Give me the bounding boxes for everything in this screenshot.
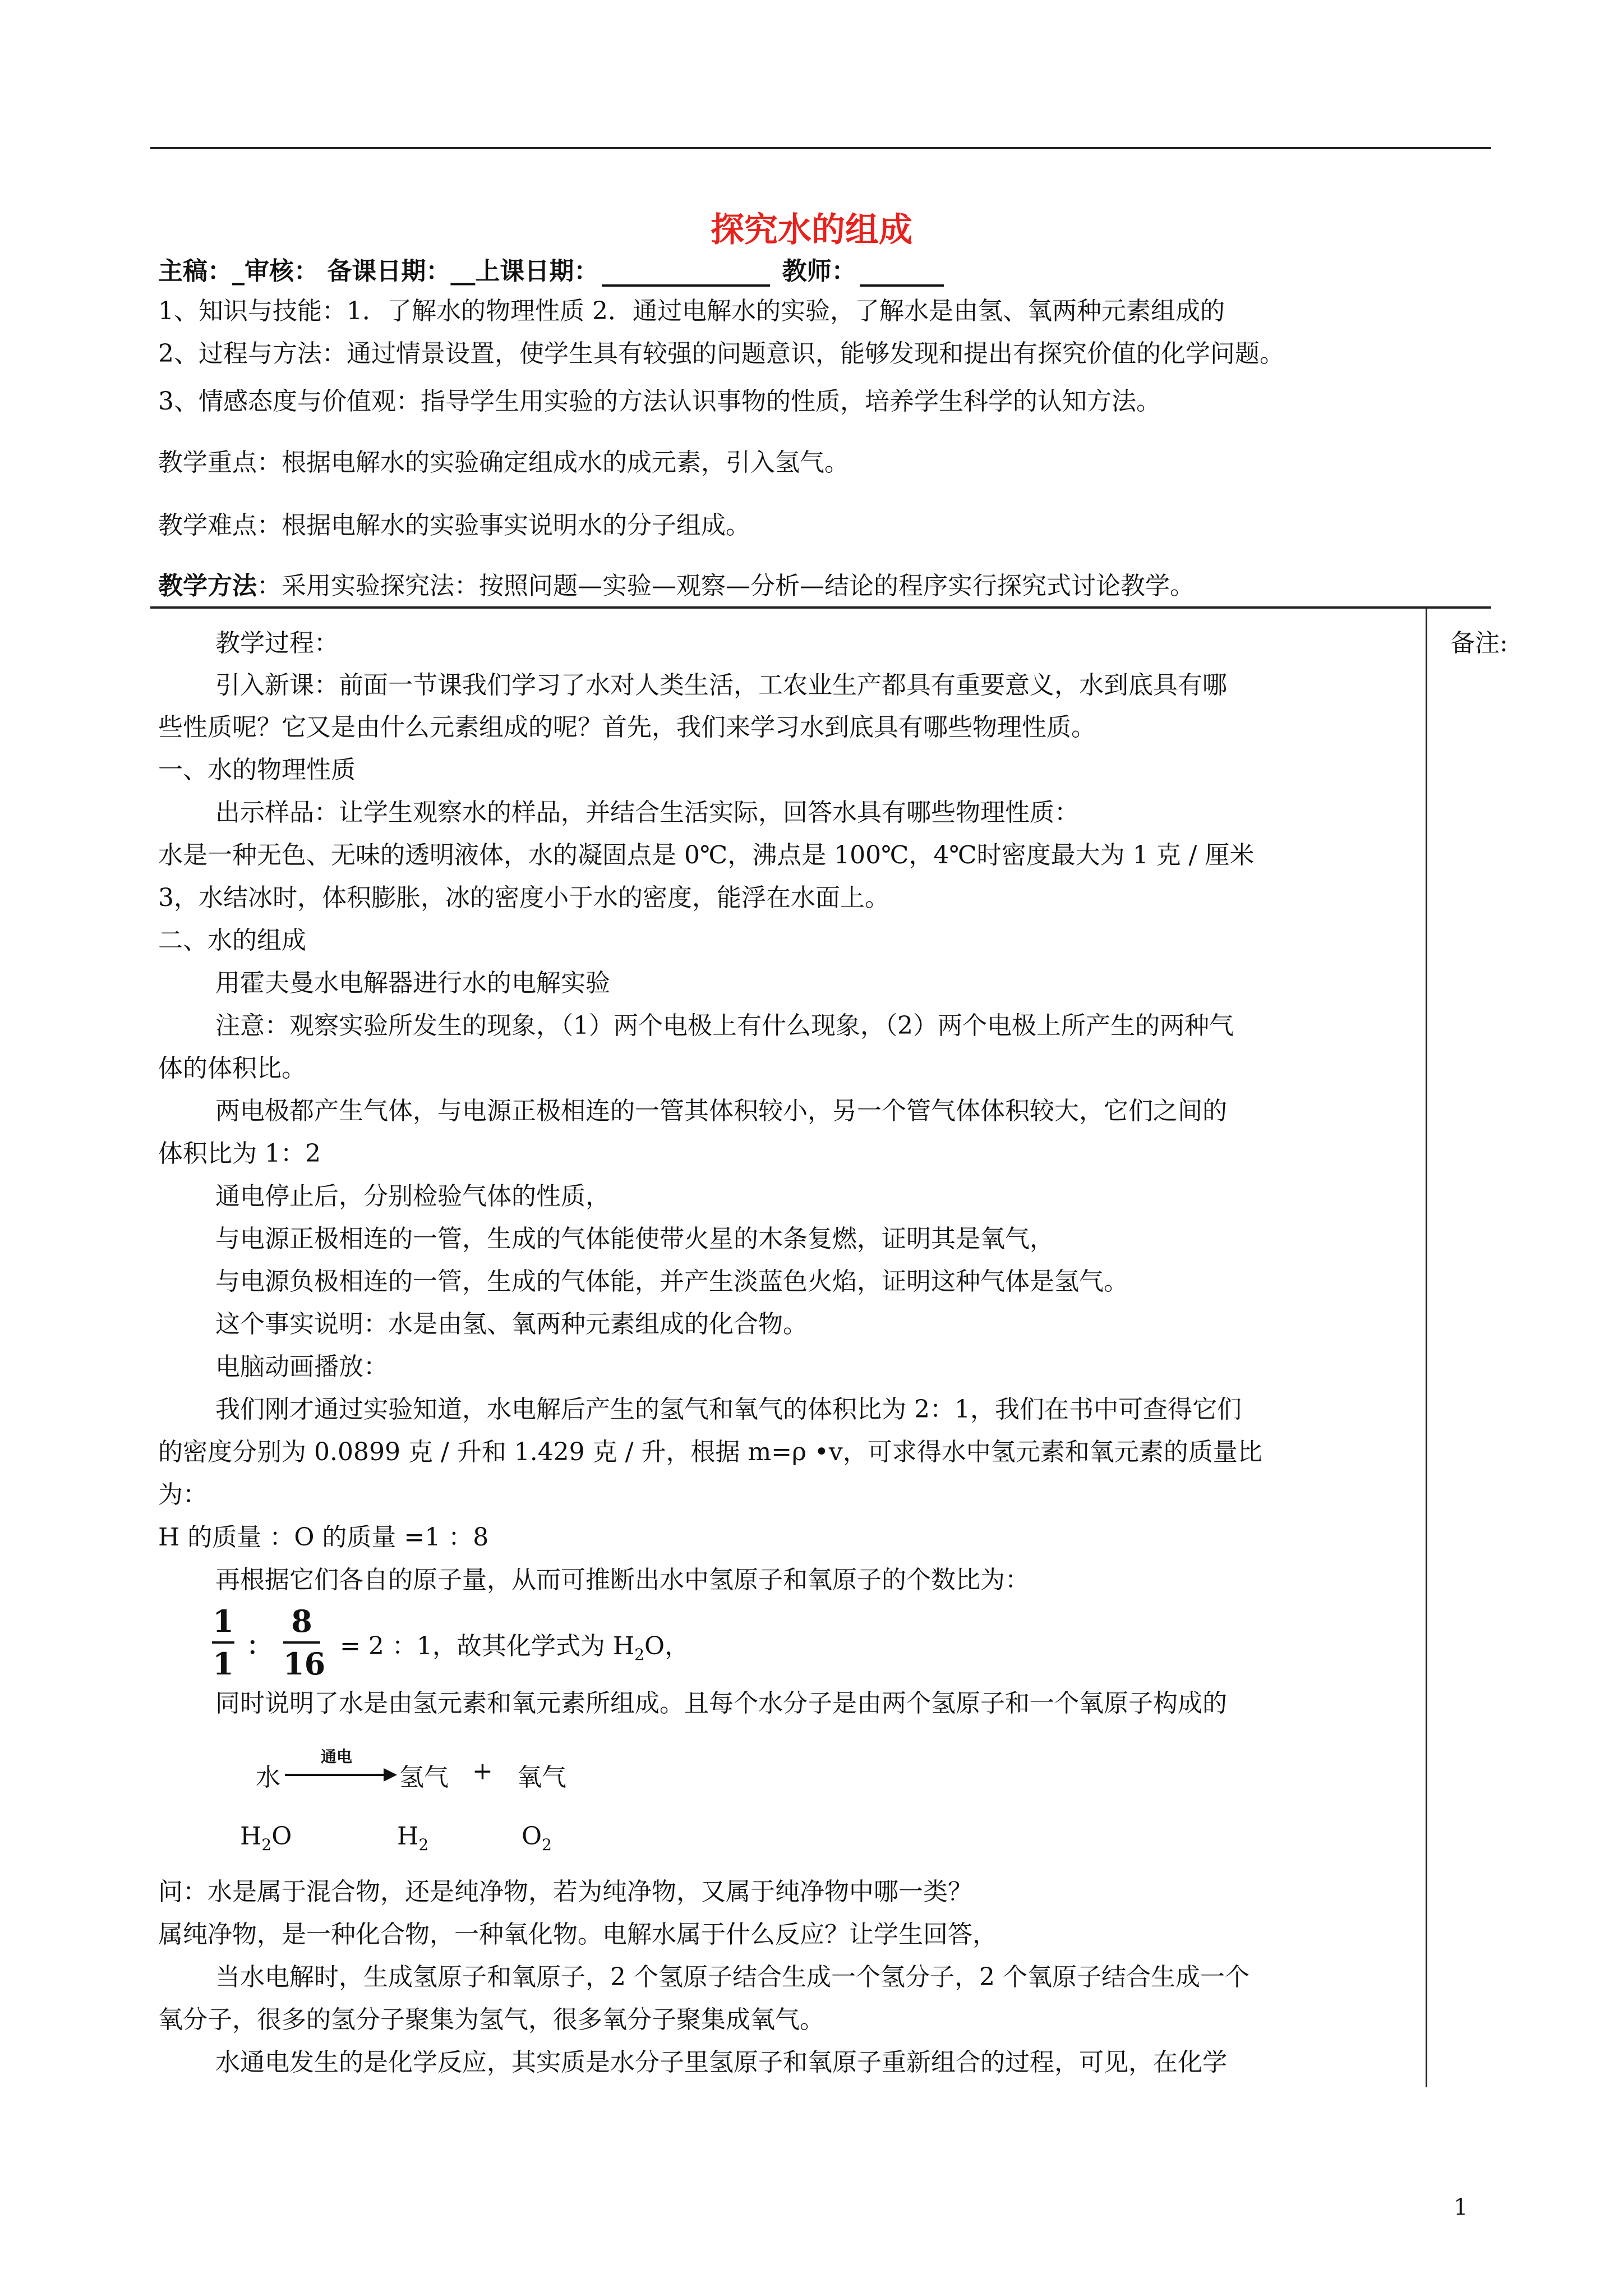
remark-column-divider — [1426, 606, 1427, 2087]
class-date-blank — [602, 259, 770, 287]
fraction-numerator: 8 — [291, 1603, 312, 1639]
body-line: 氧分子，很多的氢分子聚集为氢气，很多氧分子聚集成氧气。 — [158, 2005, 824, 2034]
key-point: 教学重点：根据电解水的实验确定组成水的成元素，引入氢气。 — [158, 448, 849, 477]
body-line: 的密度分别为 0.0899 克 / 升和 1.429 克 / 升，根据 m=ρ •v，可求得水中氢元素和氧元素的质量比 — [158, 1438, 1262, 1466]
teaching-method-label: 教学方法 — [158, 572, 257, 600]
body-line: 水通电发生的是化学反应，其实质是水分子里氢原子和氧原子重新组合的过程，可见，在化学 — [215, 2048, 1227, 2077]
teacher-blank — [860, 259, 944, 287]
body-line: 当水电解时，生成氢原子和氧原子，2 个氢原子结合生成一个氢分子，2 个氧原子结合生成一个 — [215, 1963, 1249, 1991]
fraction-numerator: 1 — [213, 1603, 234, 1639]
body-line: 通电停止后，分别检验气体的性质， — [215, 1182, 610, 1211]
fraction-1-1 — [212, 1603, 234, 1682]
header-rule — [150, 147, 1491, 149]
section-heading-physical: 一、水的物理性质 — [158, 756, 356, 784]
teaching-method-text: ：采用实验探究法：按照问题—实验—观察—分析—结论的程序实行探究式讨论教学。 — [257, 572, 1195, 600]
body-line: 出示样品：让学生观察水的样品，并结合生活实际，回答水具有哪些物理性质： — [215, 798, 1079, 827]
table-top-rule — [150, 606, 1491, 609]
section-heading-composition: 二、水的组成 — [158, 926, 306, 955]
difficult-point: 教学难点：根据电解水的实验事实说明水的分子组成。 — [158, 511, 750, 540]
page-title: 探究水的组成 — [711, 210, 912, 250]
body-line: 与电源正极相连的一管，生成的气体能使带火星的木条复燃，证明其是氧气， — [215, 1225, 1054, 1253]
teacher-label: 教师： — [782, 257, 856, 286]
body-line: 电脑动画播放： — [215, 1352, 388, 1381]
formula-h2o: $H_2O$ — [240, 1822, 292, 1854]
body-line: 这个事实说明：水是由氢、氧两种元素组成的化合物。 — [215, 1310, 808, 1338]
body-line: 与电源负极相连的一管，生成的气体能，并产生淡蓝色火焰，证明这种气体是氢气。 — [215, 1267, 1128, 1296]
body-line: 两电极都产生气体，与电源正极相连的一管其体积较小，另一个管气体体积较大，它们之间的 — [215, 1097, 1227, 1125]
reaction-arrow — [285, 1774, 386, 1776]
body-line: 用霍夫曼水电解器进行水的电解实验 — [215, 969, 610, 997]
objective-attitude: 3、情感态度与价值观：指导学生用实验的方法认识事物的性质，培养学生科学的认知方法。 — [158, 387, 1161, 416]
lesson-meta — [158, 251, 947, 287]
body-line: 些性质呢？它又是由什么元素组成的呢？首先，我们来学习水到底具有哪些物理性质。 — [158, 713, 1096, 742]
body-line: 体的体积比。 — [158, 1054, 306, 1083]
fraction-denominator: 1 — [213, 1646, 234, 1682]
equation-hydrogen: 氢气 — [399, 1763, 449, 1792]
body-line: 体积比为 1：2 — [158, 1139, 321, 1168]
body-line: 为： — [158, 1480, 208, 1509]
equation-condition: 通电 — [321, 1747, 353, 1766]
objective-knowledge: 1、知识与技能：1．了解水的物理性质 2．通过电解水的实验，了解水是由氢、氧两种元素组成的 — [158, 297, 1225, 325]
equation-oxygen: 氧气 — [517, 1763, 566, 1792]
objective-process: 2、过程与方法：通过情景设置，使学生具有较强的问题意识，能够发现和提出有探究价值的化学问题。 — [158, 339, 1284, 368]
formula-result: = 2 ：1，故其化学式为 $H_2O$， — [340, 1632, 690, 1664]
arrow-head-icon — [384, 1768, 397, 1782]
fraction-8-16 — [283, 1603, 326, 1682]
body-line: 同时说明了水是由氢元素和氧元素所组成。且每个水分子是由两个氢原子和一个氧原子构成的 — [215, 1689, 1227, 1718]
mass-ratio: H 的质量 ：O 的质量 =1 ：8 — [158, 1523, 489, 1552]
body-line: 3，水结冰时，体积膨胀，冰的密度小于水的密度，能浮在水面上。 — [158, 884, 889, 912]
body-line: 属纯净物，是一种化合物，一种氧化物。电解水属于什么反应？让学生回答， — [158, 1920, 997, 1949]
equation-water: 水 — [256, 1763, 280, 1792]
process-heading: 教学过程： — [215, 629, 339, 657]
body-line: 水是一种无色、无味的透明液体，水的凝固点是 0℃，沸点是 100℃，4℃时密度最大为 1 克 / 厘米 — [158, 841, 1255, 869]
formula-o2: $O_2$ — [522, 1822, 552, 1854]
body-line: 问：水是属于混合物，还是纯净物，若为纯净物，又属于纯净物中哪一类？ — [158, 1878, 972, 1906]
body-line: 再根据它们各自的原子量，从而可推断出水中氢原子和氧原子的个数比为： — [215, 1566, 1030, 1594]
formula-h2: $H_2$ — [397, 1822, 429, 1854]
equation-plus: + — [472, 1757, 493, 1786]
fraction-denominator: 16 — [283, 1646, 326, 1682]
body-line: 我们刚才通过实验知道，水电解后产生的氢气和氧气的体积比为 2：1，我们在书中可查得它们 — [215, 1395, 1242, 1424]
meta-labels: 主稿：_审核： 备课日期：__上课日期： — [158, 257, 599, 286]
page-number: 1 — [1454, 2194, 1468, 2220]
teaching-method — [158, 565, 1195, 601]
remark-label: 备注: — [1450, 629, 1508, 657]
fraction-colon: ： — [247, 1632, 271, 1660]
body-line: 注意：观察实验所发生的现象，（1）两个电极上有什么现象，（2）两个电极上所产生的两种气 — [215, 1011, 1234, 1040]
body-line: 引入新课：前面一节课我们学习了水对人类生活，工农业生产都具有重要意义，水到底具有哪 — [215, 671, 1227, 700]
